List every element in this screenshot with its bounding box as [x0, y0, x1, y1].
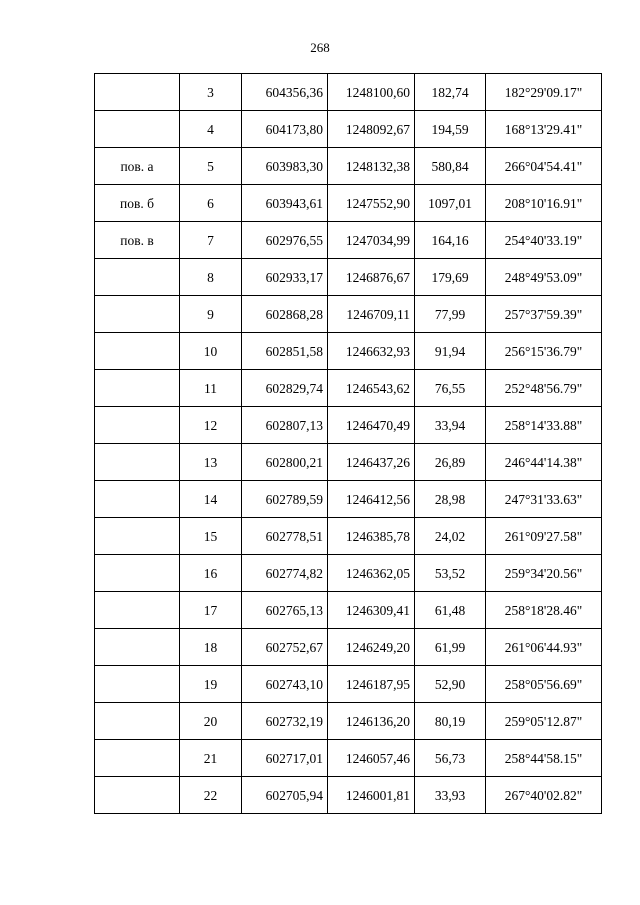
direction-angle-cell: [486, 222, 602, 259]
turn-label-cell: [95, 296, 180, 333]
table-row: [95, 148, 602, 185]
y-coordinate-cell-text: 1247552,90: [345, 196, 410, 211]
direction-angle-cell-text: 182°29'09.17": [504, 85, 583, 100]
direction-angle-cell-text: 259°05'12.87": [504, 714, 583, 729]
segment-length-cell: [415, 407, 486, 444]
point-number-cell: [180, 703, 242, 740]
turn-label-cell-text: [95, 407, 179, 419]
direction-angle-cell: [486, 518, 602, 555]
direction-angle-cell: [486, 407, 602, 444]
y-coordinate-cell: [328, 407, 415, 444]
segment-length-cell: [415, 740, 486, 777]
x-coordinate-cell: [242, 555, 328, 592]
table-row: [95, 592, 602, 629]
turn-label-cell: [95, 185, 180, 222]
segment-length-cell-text: 164,16: [431, 233, 469, 248]
page-number: 268: [310, 40, 330, 55]
y-coordinate-cell-text: 1246309,41: [345, 603, 410, 618]
y-coordinate-cell-text: 1246057,46: [345, 751, 410, 766]
segment-length-cell: [415, 444, 486, 481]
x-coordinate-cell: [242, 703, 328, 740]
point-number-cell-text: 18: [203, 640, 218, 655]
y-coordinate-cell: [328, 555, 415, 592]
point-number-cell: [180, 259, 242, 296]
y-coordinate-cell-text: 1246001,81: [345, 788, 410, 803]
y-coordinate-cell: [328, 703, 415, 740]
direction-angle-cell-text: 254°40'33.19": [504, 233, 583, 248]
y-coordinate-cell: [328, 518, 415, 555]
point-number-cell: [180, 296, 242, 333]
turn-label-cell: [95, 333, 180, 370]
y-coordinate-cell: [328, 777, 415, 814]
point-number-cell-text: 22: [203, 788, 218, 803]
point-number-cell: [180, 666, 242, 703]
turn-label-cell: [95, 222, 180, 259]
direction-angle-cell: [486, 370, 602, 407]
direction-angle-cell-text: 246°44'14.38": [504, 455, 583, 470]
table-row: [95, 111, 602, 148]
x-coordinate-cell-text: 604356,36: [265, 85, 323, 100]
turn-label-cell: [95, 666, 180, 703]
table-row: [95, 777, 602, 814]
point-number-cell: [180, 444, 242, 481]
turn-label-cell: [95, 74, 180, 111]
direction-angle-cell: [486, 111, 602, 148]
segment-length-cell: [415, 592, 486, 629]
x-coordinate-cell-text: 602752,67: [265, 640, 323, 655]
point-number-cell-text: 3: [207, 85, 214, 100]
turn-label-cell: [95, 629, 180, 666]
y-coordinate-cell-text: 1246136,20: [345, 714, 410, 729]
table-row: [95, 444, 602, 481]
point-number-cell-text: 8: [207, 270, 214, 285]
point-number-cell: [180, 592, 242, 629]
point-number-cell-text: 9: [207, 307, 214, 322]
x-coordinate-cell: [242, 666, 328, 703]
x-coordinate-cell: [242, 592, 328, 629]
x-coordinate-cell-text: 602868,28: [265, 307, 323, 322]
direction-angle-cell-text: 248°49'53.09": [504, 270, 583, 285]
y-coordinate-cell: [328, 259, 415, 296]
point-number-cell: [180, 481, 242, 518]
x-coordinate-cell-text: 602774,82: [265, 566, 323, 581]
point-number-cell: [180, 740, 242, 777]
point-number-cell-text: 14: [203, 492, 218, 507]
y-coordinate-cell-text: 1246632,93: [345, 344, 410, 359]
table-row: [95, 333, 602, 370]
point-number-cell: [180, 111, 242, 148]
table-row: [95, 185, 602, 222]
segment-length-cell-text: 53,52: [434, 566, 466, 581]
direction-angle-cell-text: 258°44'58.15": [504, 751, 583, 766]
x-coordinate-cell: [242, 777, 328, 814]
turn-label-cell: [95, 148, 180, 185]
point-number-cell-text: 12: [203, 418, 218, 433]
direction-angle-cell-text: 261°09'27.58": [504, 529, 583, 544]
turn-label-cell-text: [95, 74, 179, 86]
direction-angle-cell: [486, 185, 602, 222]
segment-length-cell: [415, 333, 486, 370]
direction-angle-cell: [486, 444, 602, 481]
direction-angle-cell-text: 259°34'20.56": [504, 566, 583, 581]
x-coordinate-cell: [242, 629, 328, 666]
segment-length-cell: [415, 74, 486, 111]
table-row: [95, 740, 602, 777]
y-coordinate-cell: [328, 740, 415, 777]
y-coordinate-cell-text: 1246470,49: [345, 418, 410, 433]
x-coordinate-cell-text: 602732,19: [265, 714, 323, 729]
table-row: [95, 370, 602, 407]
segment-length-cell-text: 182,74: [431, 85, 469, 100]
point-number-cell: [180, 148, 242, 185]
point-number-cell-text: 16: [203, 566, 218, 581]
x-coordinate-cell-text: 602976,55: [265, 233, 323, 248]
segment-length-cell: [415, 259, 486, 296]
direction-angle-cell: [486, 740, 602, 777]
y-coordinate-cell-text: 1246543,62: [345, 381, 410, 396]
turn-label-cell: [95, 259, 180, 296]
direction-angle-cell: [486, 333, 602, 370]
turn-label-cell: [95, 518, 180, 555]
x-coordinate-cell-text: 603983,30: [265, 159, 323, 174]
x-coordinate-cell: [242, 407, 328, 444]
y-coordinate-cell: [328, 592, 415, 629]
x-coordinate-cell: [242, 222, 328, 259]
y-coordinate-cell-text: 1248100,60: [345, 85, 410, 100]
direction-angle-cell-text: 168°13'29.41": [504, 122, 583, 137]
y-coordinate-cell-text: 1246876,67: [345, 270, 410, 285]
turn-label-cell-text: [95, 703, 179, 715]
table-row: [95, 703, 602, 740]
y-coordinate-cell: [328, 629, 415, 666]
x-coordinate-cell: [242, 518, 328, 555]
segment-length-cell-text: 52,90: [434, 677, 466, 692]
x-coordinate-cell-text: 604173,80: [265, 122, 323, 137]
segment-length-cell: [415, 629, 486, 666]
turn-label-cell-text: [95, 481, 179, 493]
y-coordinate-cell: [328, 185, 415, 222]
point-number-cell: [180, 370, 242, 407]
y-coordinate-cell: [328, 111, 415, 148]
segment-length-cell-text: 33,93: [434, 788, 466, 803]
table-row: [95, 222, 602, 259]
y-coordinate-cell: [328, 333, 415, 370]
segment-length-cell: [415, 703, 486, 740]
direction-angle-cell-text: 208°10'16.91": [504, 196, 583, 211]
x-coordinate-cell: [242, 111, 328, 148]
segment-length-cell-text: 580,84: [431, 159, 469, 174]
y-coordinate-cell: [328, 222, 415, 259]
turn-label-cell: [95, 111, 180, 148]
y-coordinate-cell-text: 1246362,05: [345, 566, 410, 581]
x-coordinate-cell-text: 602765,13: [265, 603, 323, 618]
x-coordinate-cell-text: 602717,01: [265, 751, 323, 766]
point-number-cell-text: 7: [207, 233, 214, 248]
x-coordinate-cell: [242, 333, 328, 370]
point-number-cell: [180, 407, 242, 444]
x-coordinate-cell: [242, 740, 328, 777]
y-coordinate-cell-text: 1247034,99: [345, 233, 410, 248]
x-coordinate-cell: [242, 148, 328, 185]
segment-length-cell-text: 194,59: [431, 122, 469, 137]
x-coordinate-cell: [242, 74, 328, 111]
segment-length-cell: [415, 185, 486, 222]
table-row: [95, 296, 602, 333]
point-number-cell-text: 11: [204, 381, 217, 396]
x-coordinate-cell: [242, 444, 328, 481]
segment-length-cell: [415, 777, 486, 814]
segment-length-cell: [415, 481, 486, 518]
x-coordinate-cell: [242, 185, 328, 222]
segment-length-cell-text: 33,94: [434, 418, 466, 433]
y-coordinate-cell: [328, 74, 415, 111]
turn-label-cell-text: [95, 740, 179, 752]
x-coordinate-cell-text: 602743,10: [265, 677, 323, 692]
direction-angle-cell: [486, 481, 602, 518]
segment-length-cell-text: 80,19: [434, 714, 466, 729]
direction-angle-cell: [486, 259, 602, 296]
x-coordinate-cell-text: 603943,61: [265, 196, 323, 211]
x-coordinate-cell: [242, 259, 328, 296]
segment-length-cell-text: 77,99: [434, 307, 466, 322]
direction-angle-cell-text: 258°18'28.46": [504, 603, 583, 618]
turn-label-cell-text: пов. б: [120, 196, 154, 211]
point-number-cell: [180, 222, 242, 259]
y-coordinate-cell-text: 1248132,38: [345, 159, 410, 174]
turn-label-cell: [95, 703, 180, 740]
direction-angle-cell: [486, 148, 602, 185]
table-row: [95, 481, 602, 518]
turn-label-cell-text: [95, 296, 179, 308]
table-row: [95, 518, 602, 555]
turn-label-cell-text: [95, 592, 179, 604]
point-number-cell-text: 15: [203, 529, 218, 544]
turn-label-cell-text: пов. в: [120, 233, 154, 248]
turn-label-cell-text: [95, 518, 179, 530]
y-coordinate-cell: [328, 481, 415, 518]
segment-length-cell-text: 26,89: [434, 455, 466, 470]
point-number-cell: [180, 518, 242, 555]
turn-label-cell: [95, 740, 180, 777]
x-coordinate-cell-text: 602789,59: [265, 492, 323, 507]
turn-label-cell-text: пов. а: [120, 159, 154, 174]
direction-angle-cell-text: 247°31'33.63": [504, 492, 583, 507]
direction-angle-cell-text: 257°37'59.39": [504, 307, 583, 322]
segment-length-cell-text: 28,98: [434, 492, 466, 507]
segment-length-cell: [415, 666, 486, 703]
y-coordinate-cell: [328, 296, 415, 333]
point-number-cell: [180, 555, 242, 592]
y-coordinate-cell-text: 1248092,67: [345, 122, 410, 137]
direction-angle-cell: [486, 74, 602, 111]
point-number-cell-text: 10: [203, 344, 218, 359]
point-number-cell: [180, 629, 242, 666]
segment-length-cell-text: 56,73: [434, 751, 466, 766]
point-number-cell: [180, 74, 242, 111]
direction-angle-cell: [486, 629, 602, 666]
segment-length-cell-text: 91,94: [434, 344, 466, 359]
segment-length-cell: [415, 148, 486, 185]
point-number-cell: [180, 185, 242, 222]
direction-angle-cell: [486, 296, 602, 333]
table-row: [95, 629, 602, 666]
segment-length-cell: [415, 111, 486, 148]
direction-angle-cell-text: 256°15'36.79": [504, 344, 583, 359]
turn-label-cell: [95, 481, 180, 518]
y-coordinate-cell-text: 1246385,78: [345, 529, 410, 544]
x-coordinate-cell-text: 602705,94: [265, 788, 323, 803]
direction-angle-cell: [486, 555, 602, 592]
y-coordinate-cell: [328, 444, 415, 481]
table-row: [95, 666, 602, 703]
x-coordinate-cell: [242, 370, 328, 407]
x-coordinate-cell-text: 602807,13: [265, 418, 323, 433]
direction-angle-cell: [486, 592, 602, 629]
x-coordinate-cell-text: 602829,74: [265, 381, 323, 396]
segment-length-cell: [415, 222, 486, 259]
segment-length-cell-text: 61,99: [434, 640, 466, 655]
point-number-cell-text: 21: [203, 751, 218, 766]
turn-label-cell-text: [95, 666, 179, 678]
segment-length-cell-text: 61,48: [434, 603, 466, 618]
y-coordinate-cell-text: 1246187,95: [345, 677, 410, 692]
segment-length-cell: [415, 370, 486, 407]
coordinates-table: [94, 73, 602, 814]
turn-label-cell-text: [95, 111, 179, 123]
point-number-cell-text: 13: [203, 455, 218, 470]
table-row: [95, 259, 602, 296]
segment-length-cell: [415, 518, 486, 555]
x-coordinate-cell-text: 602851,58: [265, 344, 323, 359]
turn-label-cell-text: [95, 444, 179, 456]
direction-angle-cell: [486, 666, 602, 703]
table-row: [95, 555, 602, 592]
coordinates-table-body: [95, 74, 602, 814]
turn-label-cell-text: [95, 333, 179, 345]
table-row: [95, 407, 602, 444]
turn-label-cell-text: [95, 555, 179, 567]
turn-label-cell: [95, 407, 180, 444]
segment-length-cell: [415, 555, 486, 592]
turn-label-cell-text: [95, 259, 179, 271]
direction-angle-cell-text: 252°48'56.79": [504, 381, 583, 396]
y-coordinate-cell-text: 1246709,11: [346, 307, 410, 322]
turn-label-cell: [95, 777, 180, 814]
point-number-cell-text: 19: [203, 677, 218, 692]
direction-angle-cell-text: 267°40'02.82": [504, 788, 583, 803]
turn-label-cell: [95, 370, 180, 407]
y-coordinate-cell: [328, 148, 415, 185]
segment-length-cell-text: 76,55: [434, 381, 466, 396]
y-coordinate-cell-text: 1246437,26: [345, 455, 410, 470]
turn-label-cell-text: [95, 629, 179, 641]
point-number-cell: [180, 333, 242, 370]
y-coordinate-cell-text: 1246412,56: [345, 492, 410, 507]
turn-label-cell: [95, 444, 180, 481]
turn-label-cell-text: [95, 370, 179, 382]
x-coordinate-cell-text: 602778,51: [265, 529, 323, 544]
segment-length-cell: [415, 296, 486, 333]
y-coordinate-cell: [328, 666, 415, 703]
y-coordinate-cell: [328, 370, 415, 407]
direction-angle-cell-text: 261°06'44.93": [504, 640, 583, 655]
y-coordinate-cell-text: 1246249,20: [345, 640, 410, 655]
turn-label-cell: [95, 555, 180, 592]
point-number-cell-text: 4: [207, 122, 214, 137]
point-number-cell: [180, 777, 242, 814]
x-coordinate-cell: [242, 481, 328, 518]
turn-label-cell-text: [95, 777, 179, 789]
point-number-cell-text: 6: [207, 196, 214, 211]
x-coordinate-cell: [242, 296, 328, 333]
direction-angle-cell: [486, 777, 602, 814]
direction-angle-cell: [486, 703, 602, 740]
turn-label-cell: [95, 592, 180, 629]
point-number-cell-text: 17: [203, 603, 218, 618]
direction-angle-cell-text: 258°14'33.88": [504, 418, 583, 433]
segment-length-cell-text: 179,69: [431, 270, 469, 285]
point-number-cell-text: 20: [203, 714, 218, 729]
direction-angle-cell-text: 258°05'56.69": [504, 677, 583, 692]
segment-length-cell-text: 24,02: [434, 529, 466, 544]
segment-length-cell-text: 1097,01: [428, 196, 472, 211]
x-coordinate-cell-text: 602933,17: [265, 270, 323, 285]
x-coordinate-cell-text: 602800,21: [265, 455, 323, 470]
direction-angle-cell-text: 266°04'54.41": [504, 159, 583, 174]
table-row: [95, 74, 602, 111]
point-number-cell-text: 5: [207, 159, 214, 174]
